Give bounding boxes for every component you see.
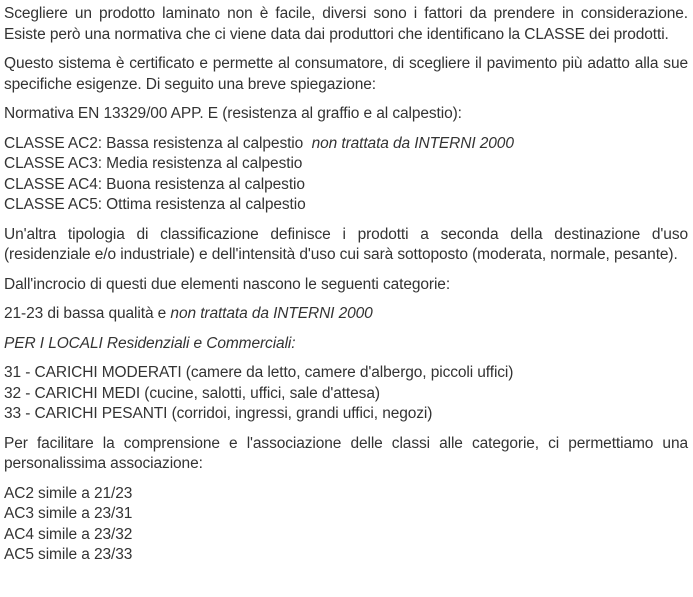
association-intro: Per facilitare la comprensione e l'associazione delle classi alle categorie, ci permettiamo una personalissima associazione: (4, 434, 688, 472)
association-item: AC5 simile a 23/33 (4, 546, 133, 563)
low-quality-note: non trattata da INTERNI 2000 (170, 305, 373, 322)
classification-paragraph: Un'altra tipologia di classificazione definisce i prodotti a seconda della destinazione d'uso (residenziale e/o industriale) e dell'intensità d'uso cui sarà sottoposto (moderata, normale, pesante). (4, 225, 688, 263)
class-item-ac3: CLASSE AC3: Media resistenza al calpestio (4, 155, 303, 172)
intro-paragraph: Scegliere un prodotto laminato non è facile, diversi sono i fattori da prendere in considerazione. Esiste però una normativa che ci viene data dai produttori che identificano la CLASSE dei prodotti. (4, 5, 688, 43)
low-quality-line (4, 304, 688, 325)
locali-heading: PER I LOCALI Residenziali e Commerciali: (4, 334, 296, 352)
association-list (4, 484, 688, 566)
system-paragraph: Questo sistema è certificato e permette al consumatore, di scegliere il pavimento più adatto alla sue specifiche esigenze. Di seguito una breve spiegazione: (4, 55, 688, 93)
class-item-note: non trattata da INTERNI 2000 (311, 134, 514, 152)
low-quality-text: 21-23 di bassa qualità e (4, 305, 167, 322)
association-item: AC3 simile a 23/31 (4, 505, 133, 522)
load-item-32: 32 - CARICHI MEDI (cucine, salotti, uffici, sale d'attesa) (4, 384, 380, 402)
classes-list (4, 134, 688, 216)
loads-list (4, 363, 688, 425)
load-item-31: 31 - CARICHI MODERATI (camere da letto, camere d'albergo, piccoli uffici) (4, 364, 514, 381)
load-item-33: 33 - CARICHI PESANTI (corridoi, ingressi, grandi uffici, negozi) (4, 405, 433, 422)
association-item: AC4 simile a 23/32 (4, 525, 133, 543)
class-item-ac2 (4, 134, 688, 155)
categories-intro: Dall'incrocio di questi due elementi nascono le seguenti categorie: (4, 275, 451, 293)
class-item-text: CLASSE AC2: Bassa resistenza al calpestio (4, 134, 304, 152)
norm-heading: Normativa EN 13329/00 APP. E (resistenza al graffio e al calpestio): (4, 105, 462, 122)
association-item: AC2 simile a 21/23 (4, 484, 133, 502)
class-item-ac5: CLASSE AC5: Ottima resistenza al calpestio (4, 196, 306, 213)
class-item-ac4: CLASSE AC4: Buona resistenza al calpestio (4, 175, 305, 193)
